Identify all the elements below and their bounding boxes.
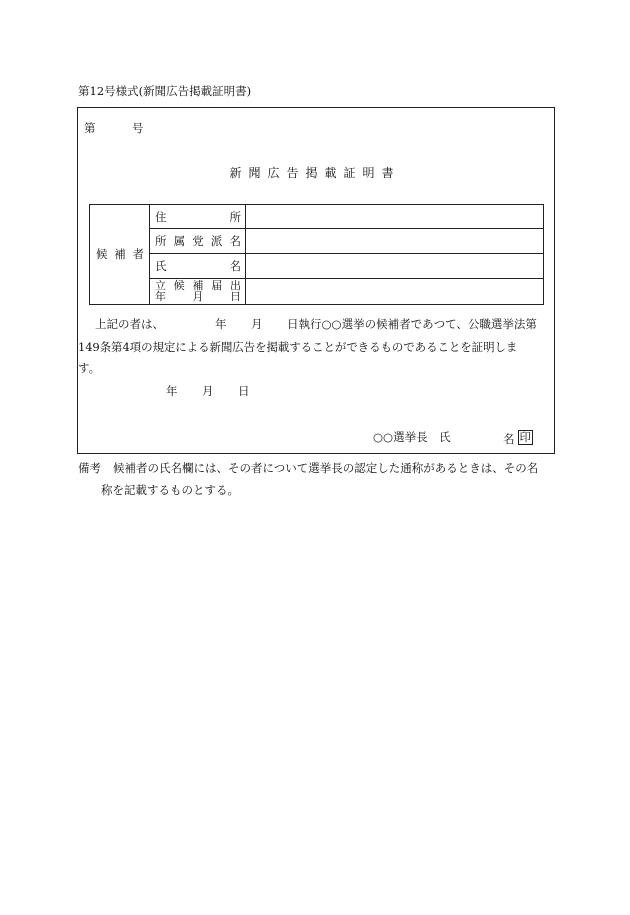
number-suffix: 号 [132, 121, 144, 135]
document-title: 新聞広告掲載証明書 [229, 166, 401, 180]
body-line-3: す。 [78, 361, 101, 375]
filing-date-label-bottom: 年 月 日 [155, 290, 241, 303]
certification-year: 年 [166, 384, 178, 398]
seal-mark: 印 [519, 430, 531, 444]
candidate-label: 候 補 者 [96, 247, 144, 261]
table-divider [245, 205, 246, 304]
form-number-title: 第12号様式(新聞広告掲載証明書) [78, 84, 252, 98]
filing-date-label-top: 立 候 補 届 出 [155, 279, 241, 292]
election-chief-label: ○○選挙長 氏 [373, 430, 451, 444]
table-divider [149, 253, 543, 254]
party-label: 所 属 党 派 名 [155, 234, 241, 248]
certification-month: 月 [202, 384, 214, 398]
signature-name: 名 印 [503, 430, 531, 446]
address-label: 住 所 [155, 210, 241, 224]
body-line-2: 149条第4項の規定による新聞広告を掲載することができるものであることを証明しま [78, 340, 518, 354]
remarks-line-2: 称を記載するものとする。 [101, 483, 239, 497]
name-label: 氏 名 [155, 259, 241, 273]
remarks-label: 備考 [78, 461, 101, 475]
remarks-line-1: 候補者の氏名欄には、その者について選挙長の認定した通称があるときは、その名 [113, 461, 539, 475]
table-divider [149, 205, 150, 304]
certification-day: 日 [238, 384, 250, 398]
table-divider [149, 228, 543, 229]
number-prefix: 第 [84, 121, 96, 135]
table-divider [149, 278, 543, 279]
candidate-table [89, 204, 544, 305]
